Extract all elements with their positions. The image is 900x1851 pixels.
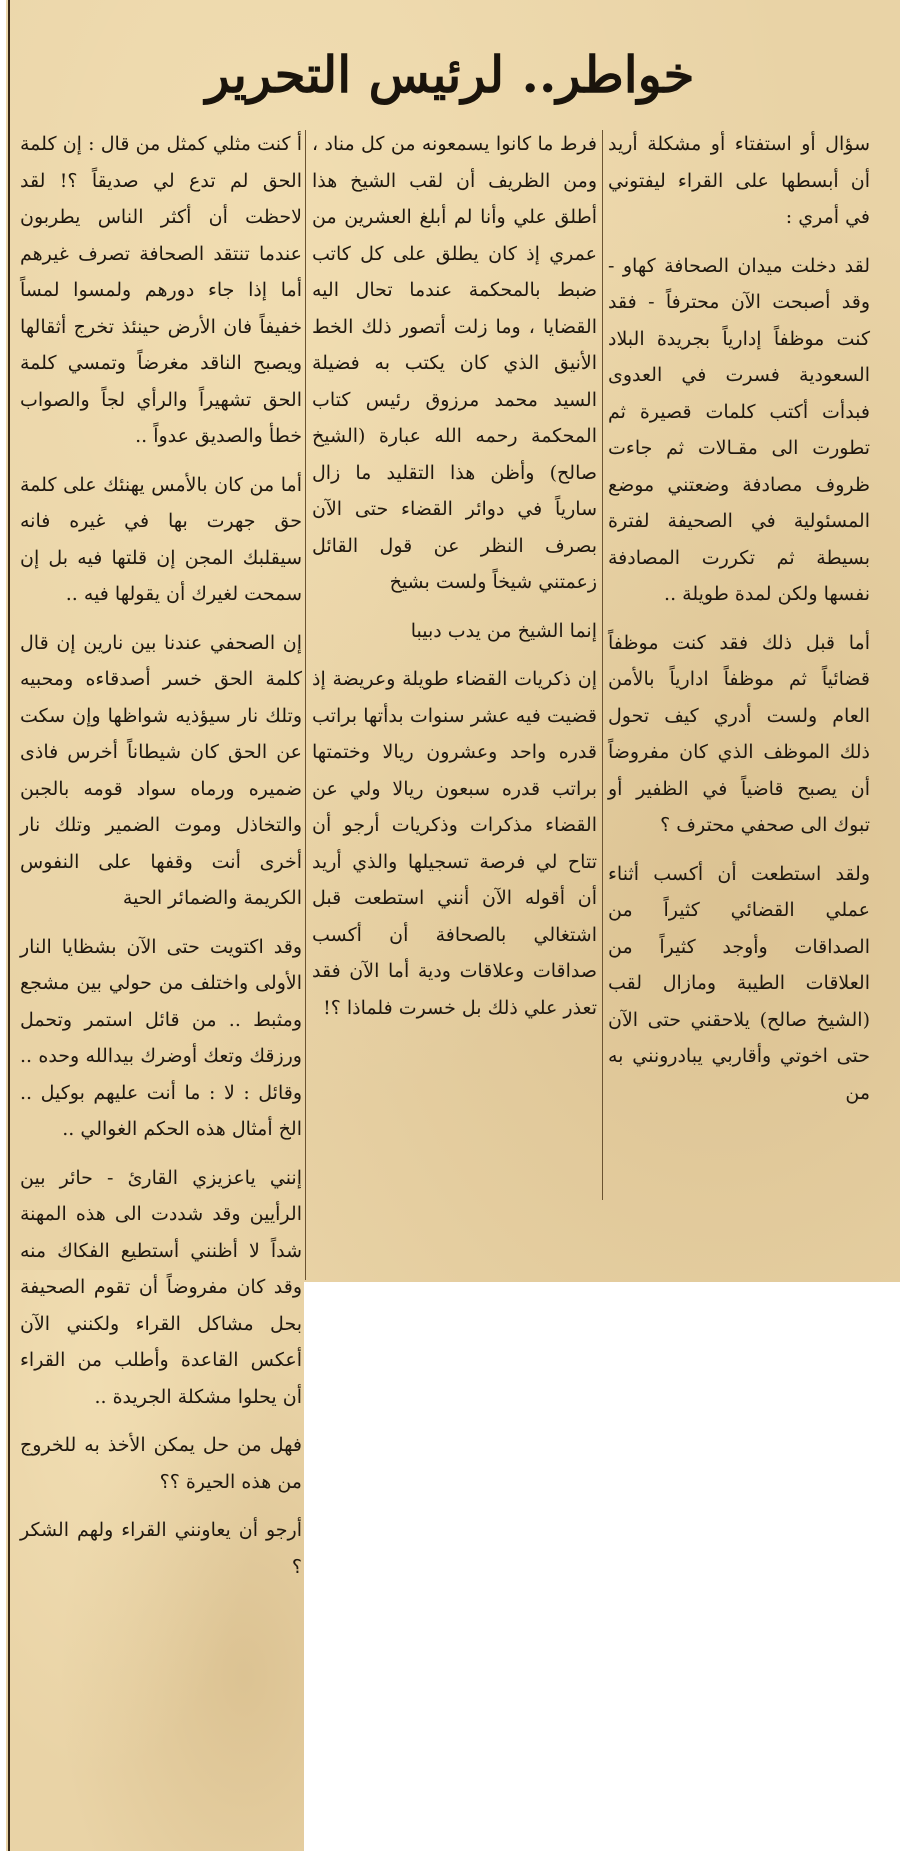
paragraph: أرجو أن يعاونني القراء ولهم الشكر ؟ <box>20 1519 302 1578</box>
paragraph: سؤال أو استفتاء أو مشكلة أريد أن أبسطها على القراء ليفتوني في أمري : <box>608 133 870 228</box>
column-left <box>20 126 302 1597</box>
paragraph: أما قبل ذلك فقد كنت موظفاً قضائياً ثم موظفاً ادارياً بالأمن العام ولست أدري كيف تحول ذلك الموظف الذي كان مفروضاً أن يصبح قاضياً في الظفير أو تبوك الى صحفي محترف ؟ <box>608 631 870 836</box>
column-middle <box>312 126 597 1038</box>
empty-background <box>304 1282 900 1851</box>
paragraph: إنني ياعزيزي القارئ - حائر بين الرأيين وقد شددت الى هذه المهنة شداً لا أظنني أستطيع الفكاك منه وقد كان مفروضاً أن تقوم الصحيفة بحل مشاكل القراء ولكنني الآن أعكس القاعدة وأطلب من القراء أن يحلوا مشكلة الجريدة .. <box>20 1166 302 1408</box>
article-title: خواطر.. لرئيس التحرير <box>205 45 695 104</box>
paragraph: ولقد استطعت أن أكسب أثناء عملي القضائي كثيراً من الصداقات وأوجد كثيراً من العلاقات الطيبة ومازال لقب (الشيخ صالح) يلاحقني حتى الآن حتى اخوتي وأقاربي يبادرونني به من <box>608 862 870 1104</box>
verse-line: إنما الشيخ من يدب دبيبا <box>410 619 597 642</box>
paragraph: فرط ما كانوا يسمعونه من كل مناد ، ومن الظريف أن لقب الشيخ هذا أطلق علي وأنا لم أبلغ العشرين من عمري إذ كان يطلق على كل كاتب ضبط بالمحكمة عندما تحال اليه القضايا ، وما زلت أتصور ذلك الخط الأنيق الذي كان يكتب به فضيلة السيد محمد مرزوق رئيس كتاب المحكمة رحمه الله عبارة (الشيخ صالح) وأظن هذا التقليد ما زال سارياً في دوائر القضاء حتى الآن بصرف النظر عن قول القائل زعمتني شيخاً ولست بشيخ <box>312 133 597 593</box>
column-right <box>608 126 870 1123</box>
paragraph: إن ذكريات القضاء طويلة وعريضة إذ قضيت فيه عشر سنوات بدأتها براتب قدره واحد وعشرون ريالا وختمتها براتب قدره سبعون ريالا ولي عن القضاء مذكرات وذكريات أرجو أن تتاح لي فرصة تسجيلها والذي أريد أن أقوله الآن أنني استطعت قبل اشتغالي بالصحافة أن أكسب صداقات وعلاقات ودية أما الآن فقد تعذر علي ذلك بل خسرت فلماذا ؟! <box>312 668 597 1019</box>
paragraph: وقد اكتويت حتى الآن بشظايا النار الأولى واختلف من حولي بين مشجع ومثبط .. من قائل استمر وتحمل ورزقك وتعك أوضرك بيدالله وحده .. وقائل : لا : ما أنت عليهم بوكيل .. الخ أمثال هذه الحكم الغوالي .. <box>20 935 302 1140</box>
paragraph: أما من كان بالأمس يهنئك على كلمة حق جهرت بها في غيره فانه سيقلبك المجن إن قلتها فيه بل إن سمحت لغيرك أن يقولها فيه .. <box>20 473 302 605</box>
paragraph: إن الصحفي عندنا بين نارين إن قال كلمة الحق خسر أصدقاءه ومحبيه وتلك نار سيؤذيه شواظها وإن سكت عن الحق كان شيطاناً أخرس فاذى ضميره ورماه سواد قومه بالجبن والتخاذل وموت الضمير وتلك نار أخرى أنت وقفها على النفوس الكريمة والضمائر الحية <box>20 631 302 909</box>
paragraph: لقد دخلت ميدان الصحافة كهاو - وقد أصبحت الآن محترفاً - فقد كنت موظفاً إدارياً بجريدة البلاد السعودية فسرت في العدوى فبدأت أكتب كلمات قصيرة ثم تطورت الى مقـالات ثم جاءت ظروف مصادفة وضعتني موضع المسئولية في الصحيفة لفترة بسيطة ثم تكررت المصادفة نفسها ولكن لمدة طويلة .. <box>608 254 870 605</box>
column-divider-right <box>602 130 603 1200</box>
column-divider-left <box>305 130 306 1280</box>
clipping-left-edge <box>8 0 10 1851</box>
paragraph: أ كنت مثلي كمثل من قال : إن كلمة الحق لم تدع لي صديقاً ؟! لقد لاحظت أن أكثر الناس يطربون عندما تنتقد الصحافة تصرف غيرهم أما إذا جاء دورهم ولمسوا لمساً خفيفاً فان الأرض حينئذ تخرج أثقالها ويصبح الناقد مغرضاً وتمسي كلمة الحق تشهيراً والرأي لجاً والصواب خطأ والصديق عدواً .. <box>20 133 302 447</box>
paragraph: فهل من حل يمكن الأخذ به للخروج من هذه الحيرة ؟؟ <box>20 1434 302 1493</box>
